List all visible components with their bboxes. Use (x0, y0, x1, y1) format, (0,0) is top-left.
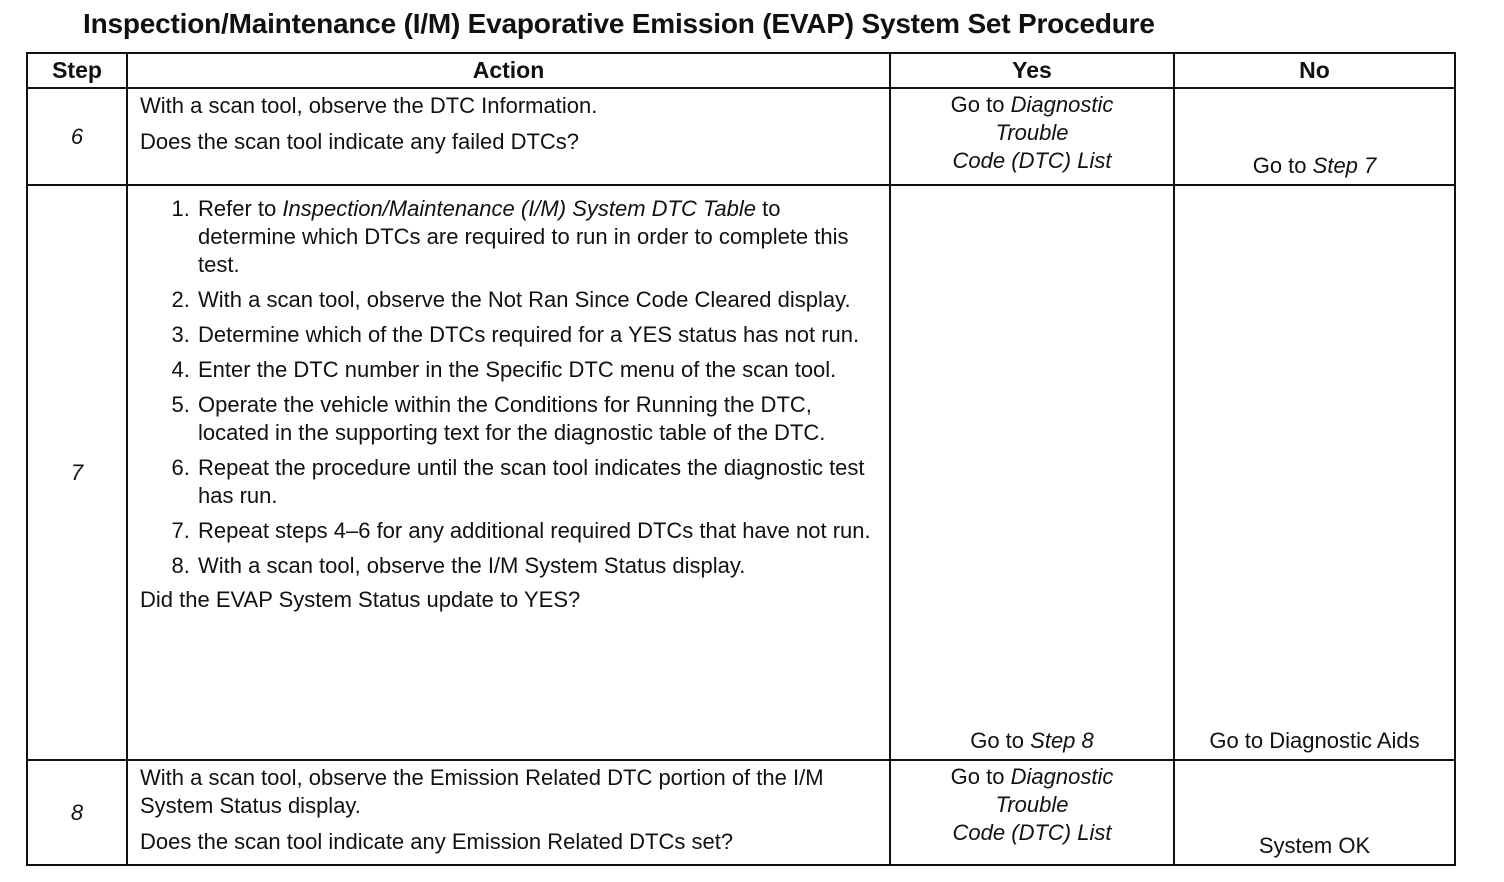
step-number: 8 (27, 760, 127, 865)
dtc-table-link[interactable]: Inspection/Maintenance (I/M) System DTC Table (282, 196, 756, 221)
yes-cell (890, 760, 1174, 865)
action-cell (127, 185, 890, 760)
list-item: 4. Enter the DTC number in the Specific DTC menu of the scan tool. (196, 356, 879, 384)
yes-link[interactable]: Code (DTC) List (952, 820, 1112, 845)
action-text: With a scan tool, observe the DTC Information. (140, 93, 598, 118)
yes-link[interactable]: Diagnostic (1010, 92, 1114, 117)
list-item: 3. Determine which of the DTCs required for a YES status has not run. (196, 321, 879, 349)
table-header-row (27, 53, 1455, 88)
header-action: Action (127, 53, 890, 88)
yes-link[interactable]: Step 8 (1030, 728, 1094, 753)
question-text: Did the EVAP System Status update to YES? (140, 587, 581, 612)
action-cell (127, 760, 890, 865)
table-row (27, 185, 1455, 760)
no-cell: System OK (1174, 760, 1455, 865)
step-number: 7 (27, 185, 127, 760)
question-text: Does the scan tool indicate any Emission Related DTCs set? (140, 829, 734, 854)
action-text: With a scan tool, observe the Emission Related DTC portion of the I/M System Status display. (140, 765, 824, 818)
item-prefix: Refer to (198, 196, 277, 221)
step-number: 6 (27, 88, 127, 185)
yes-prefix: Go to (950, 92, 1005, 117)
yes-link[interactable]: Trouble (995, 792, 1069, 817)
list-item (196, 195, 879, 279)
list-item: 7. Repeat steps 4–6 for any additional required DTCs that have not run. (196, 517, 879, 545)
yes-link[interactable]: Trouble (995, 120, 1069, 145)
yes-cell (890, 185, 1174, 760)
header-yes: Yes (890, 53, 1174, 88)
header-no: No (1174, 53, 1455, 88)
action-list (140, 195, 879, 580)
yes-link[interactable]: Diagnostic (1010, 764, 1114, 789)
list-item: 6. Repeat the procedure until the scan tool indicates the diagnostic test has run. (196, 454, 879, 510)
yes-link[interactable]: Code (DTC) List (952, 148, 1112, 173)
no-cell (1174, 88, 1455, 185)
list-item: 8. With a scan tool, observe the I/M System Status display. (196, 552, 879, 580)
yes-prefix: Go to (970, 728, 1025, 753)
no-link[interactable]: Step 7 (1312, 153, 1377, 178)
page-title: Inspection/Maintenance (I/M) Evaporative Emission (EVAP) System Set Procedure (83, 8, 1155, 39)
list-item: 2. With a scan tool, observe the Not Ran Since Code Cleared display. (196, 286, 879, 314)
question-text: Does the scan tool indicate any failed DTCs? (140, 129, 580, 154)
yes-cell (890, 88, 1174, 185)
table-row (27, 760, 1455, 865)
header-step: Step (27, 53, 127, 88)
yes-prefix: Go to (950, 764, 1005, 789)
no-cell: Go to Diagnostic Aids (1174, 185, 1455, 760)
procedure-table (26, 52, 1456, 866)
action-cell (127, 88, 890, 185)
no-prefix: Go to (1252, 153, 1307, 178)
item-suffix: to determine which DTCs are required to run in order to complete this test. (198, 196, 849, 277)
table-row (27, 88, 1455, 185)
list-item: 5. Operate the vehicle within the Conditions for Running the DTC, located in the supporting text for the diagnostic table of the DTC. (196, 391, 879, 447)
